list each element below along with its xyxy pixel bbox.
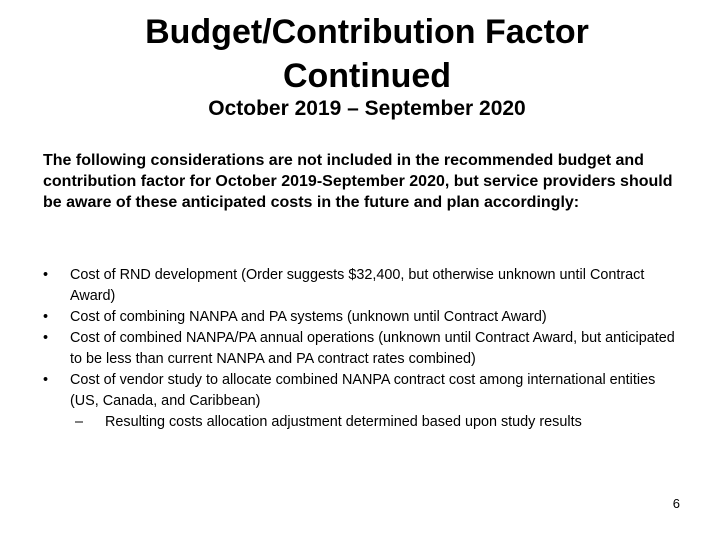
sub-list — [70, 412, 683, 433]
list-item-text: Cost of vendor study to allocate combined NANPA contract cost among international entities (US, Canada, and Caribbean) — [70, 372, 656, 409]
list-item-text: Cost of combined NANPA/PA annual operations (unknown until Contract Award, but anticipated to be less than current NANPA and PA contract rates combined) — [70, 330, 675, 367]
page-number: 6 — [672, 496, 680, 511]
dash-marker: – — [75, 414, 84, 430]
list-item — [43, 307, 683, 328]
bullet-marker: • — [43, 372, 49, 388]
list-item-text: Cost of combining NANPA and PA systems (unknown until Contract Award) — [70, 309, 547, 325]
sub-list-item — [75, 412, 683, 433]
list-item-text: Cost of RND development (Order suggests $32,400, but otherwise unknown until Contract Award) — [70, 267, 645, 304]
slide-subtitle: October 2019 – September 2020 — [208, 97, 526, 120]
bullet-marker: • — [43, 330, 49, 346]
bullet-marker: • — [43, 267, 49, 283]
slide-title-line-2: Continued — [282, 57, 452, 95]
slide-title-line-1: Budget/Contribution Factor — [145, 13, 589, 51]
slide-title — [60, 10, 674, 98]
list-item — [43, 328, 683, 370]
bullet-marker: • — [43, 309, 49, 325]
considerations-list — [43, 265, 683, 433]
intro-paragraph: The following considerations are not included in the recommended budget and contribution factor for October 2019-September 2020, but service providers should be aware of these anticipated costs in the future and plan accordingly: — [43, 152, 673, 211]
sub-list-item-text: Resulting costs allocation adjustment determined based upon study results — [105, 414, 582, 430]
list-item — [43, 265, 683, 307]
list-item — [43, 370, 683, 433]
